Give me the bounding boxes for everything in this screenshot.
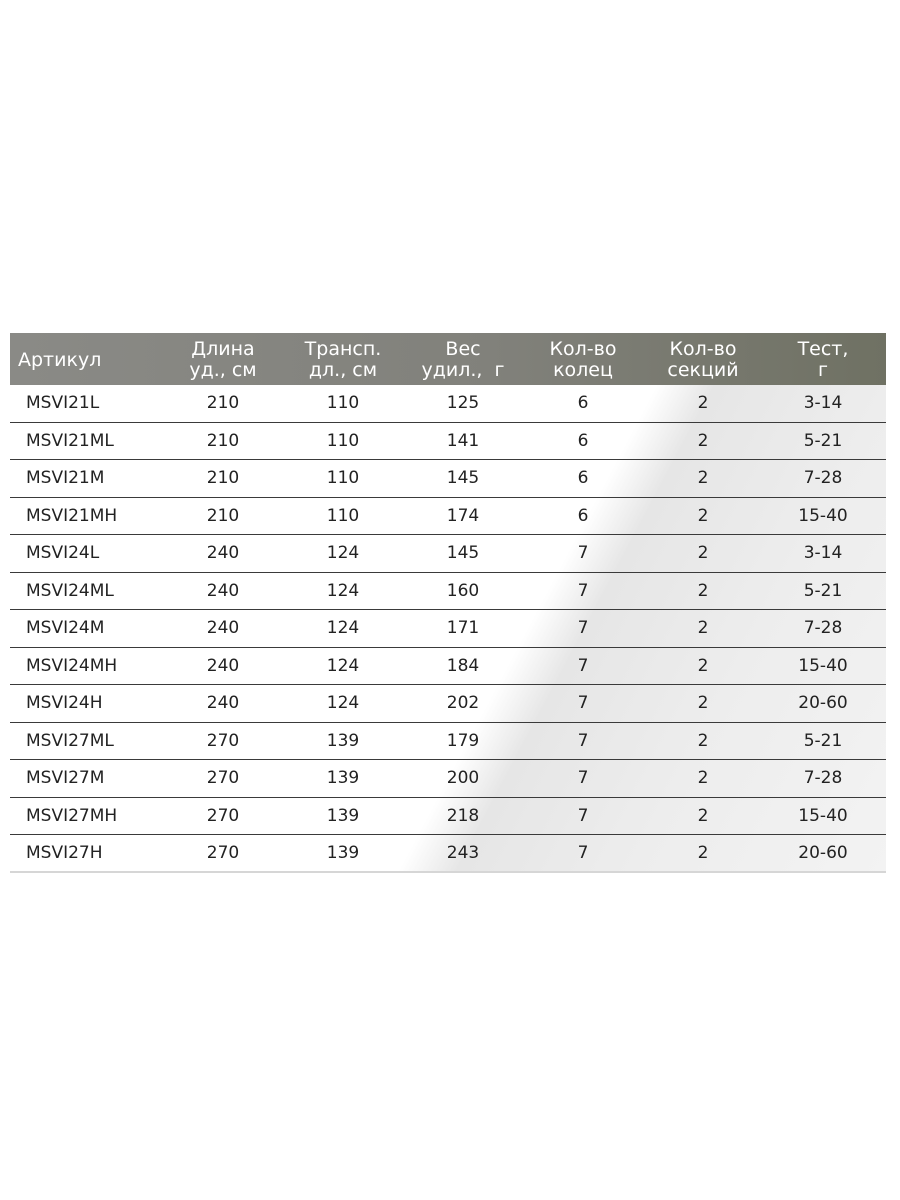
cell-rod-length: 240 (206, 618, 240, 638)
cell-weight: 174 (446, 505, 480, 526)
header-transport-length-line2: дл., см (308, 359, 378, 381)
cell-article: MSVI24ML (26, 580, 114, 601)
cell-transport-length: 110 (326, 505, 360, 526)
header-test-line2: г (818, 359, 828, 381)
cell-weight: 125 (446, 393, 480, 413)
cell-article: MSVI27MH (26, 805, 118, 826)
header-rings-count-line1: Кол-во (549, 338, 617, 360)
header-sections-count (653, 337, 753, 383)
cell-transport-length: 110 (326, 430, 360, 451)
cell-rod-length: 240 (206, 655, 240, 676)
cell-rings-count: 7 (577, 655, 589, 676)
table-row (10, 535, 886, 573)
table-row (10, 798, 886, 836)
header-article (18, 337, 168, 383)
header-sections-count-line1: Кол-во (669, 338, 737, 360)
cell-transport-length: 124 (326, 580, 360, 601)
table-row (10, 460, 886, 498)
cell-weight: 141 (446, 430, 480, 451)
cell-transport-length: 124 (326, 693, 360, 713)
cell-transport-length: 110 (326, 393, 360, 413)
table-row (10, 835, 886, 873)
header-sections-count-line2: секций (667, 359, 739, 381)
header-transport-length-line1: Трансп. (304, 338, 382, 360)
header-transport-length (293, 337, 393, 383)
header-rings-count-line2: колец (553, 359, 613, 381)
cell-rings-count: 7 (577, 768, 589, 788)
cell-transport-length: 139 (326, 843, 360, 863)
cell-sections-count: 2 (697, 805, 709, 826)
cell-article: MSVI24L (26, 543, 100, 563)
cell-article: MSVI27H (26, 843, 103, 863)
cell-test: 15-40 (798, 505, 848, 526)
table-row (10, 385, 886, 423)
header-test-line1: Тест, (797, 338, 849, 360)
cell-article: MSVI24H (26, 693, 103, 713)
header-weight-line2: удил., г (421, 359, 505, 381)
cell-article: MSVI24M (26, 618, 105, 638)
cell-weight: 145 (446, 543, 480, 563)
cell-sections-count: 2 (697, 468, 709, 488)
cell-sections-count: 2 (697, 618, 709, 638)
cell-test: 5-21 (803, 730, 843, 751)
table-body (10, 385, 886, 873)
cell-rod-length: 270 (206, 730, 240, 751)
cell-weight: 218 (446, 805, 480, 826)
cell-transport-length: 124 (326, 618, 360, 638)
cell-test: 20-60 (798, 843, 848, 863)
cell-rings-count: 6 (577, 430, 589, 451)
cell-rings-count: 7 (577, 730, 589, 751)
cell-transport-length: 139 (326, 730, 360, 751)
cell-test: 5-21 (803, 580, 843, 601)
table-row (10, 423, 886, 461)
header-rod-length-line1: Длина (191, 338, 255, 360)
table-row (10, 685, 886, 723)
cell-sections-count: 2 (697, 768, 709, 788)
table-row (10, 498, 886, 536)
cell-rod-length: 240 (206, 543, 240, 563)
cell-test: 7-28 (803, 768, 843, 788)
table-row (10, 723, 886, 761)
header-rod-length-line2: уд., см (189, 359, 257, 381)
cell-sections-count: 2 (697, 430, 709, 451)
table-row (10, 648, 886, 686)
cell-test: 3-14 (803, 393, 843, 413)
cell-sections-count: 2 (697, 655, 709, 676)
cell-rings-count: 7 (577, 693, 589, 713)
cell-transport-length: 124 (326, 543, 360, 563)
cell-article: MSVI21M (26, 468, 105, 488)
header-weight-line1: Вес (445, 338, 481, 360)
cell-weight: 145 (446, 468, 480, 488)
header-test (773, 337, 873, 383)
cell-rings-count: 7 (577, 618, 589, 638)
cell-weight: 179 (446, 730, 480, 751)
header-weight (413, 337, 513, 383)
cell-rod-length: 210 (206, 393, 240, 413)
cell-rod-length: 210 (206, 430, 240, 451)
cell-sections-count: 2 (697, 580, 709, 601)
cell-transport-length: 124 (326, 655, 360, 676)
cell-sections-count: 2 (697, 843, 709, 863)
header-rod-length (173, 337, 273, 383)
cell-transport-length: 110 (326, 468, 360, 488)
cell-article: MSVI21L (26, 393, 100, 413)
cell-sections-count: 2 (697, 693, 709, 713)
cell-rings-count: 6 (577, 468, 589, 488)
table-header (10, 333, 886, 385)
cell-weight: 202 (446, 693, 480, 713)
cell-rod-length: 210 (206, 505, 240, 526)
table-row (10, 760, 886, 798)
cell-article: MSVI21ML (26, 430, 114, 451)
cell-weight: 160 (446, 580, 480, 601)
cell-sections-count: 2 (697, 505, 709, 526)
cell-rings-count: 6 (577, 393, 589, 413)
cell-weight: 184 (446, 655, 480, 676)
cell-test: 3-14 (803, 543, 843, 563)
cell-rod-length: 240 (206, 693, 240, 713)
cell-rod-length: 210 (206, 468, 240, 488)
cell-weight: 171 (446, 618, 480, 638)
cell-article: MSVI27M (26, 768, 105, 788)
cell-rings-count: 6 (577, 505, 589, 526)
cell-sections-count: 2 (697, 730, 709, 751)
cell-rod-length: 240 (206, 580, 240, 601)
cell-transport-length: 139 (326, 768, 360, 788)
cell-article: MSVI27ML (26, 730, 114, 751)
cell-rings-count: 7 (577, 543, 589, 563)
cell-article: MSVI21MH (26, 505, 118, 526)
cell-rod-length: 270 (206, 805, 240, 826)
cell-sections-count: 2 (697, 543, 709, 563)
cell-rings-count: 7 (577, 805, 589, 826)
table-bottom-divider (10, 871, 886, 873)
cell-rod-length: 270 (206, 768, 240, 788)
cell-test: 7-28 (803, 618, 843, 638)
cell-article: MSVI24MH (26, 655, 118, 676)
header-article-label: Артикул (18, 348, 102, 371)
cell-weight: 243 (446, 843, 480, 863)
cell-test: 15-40 (798, 805, 848, 826)
header-rings-count (533, 337, 633, 383)
cell-sections-count: 2 (697, 393, 709, 413)
cell-transport-length: 139 (326, 805, 360, 826)
cell-test: 7-28 (803, 468, 843, 488)
table-row (10, 573, 886, 611)
cell-weight: 200 (446, 768, 480, 788)
table-row (10, 610, 886, 648)
cell-test: 15-40 (798, 655, 848, 676)
cell-test: 5-21 (803, 430, 843, 451)
spec-table (10, 333, 886, 873)
cell-rod-length: 270 (206, 843, 240, 863)
cell-rings-count: 7 (577, 580, 589, 601)
cell-test: 20-60 (798, 693, 848, 713)
cell-rings-count: 7 (577, 843, 589, 863)
